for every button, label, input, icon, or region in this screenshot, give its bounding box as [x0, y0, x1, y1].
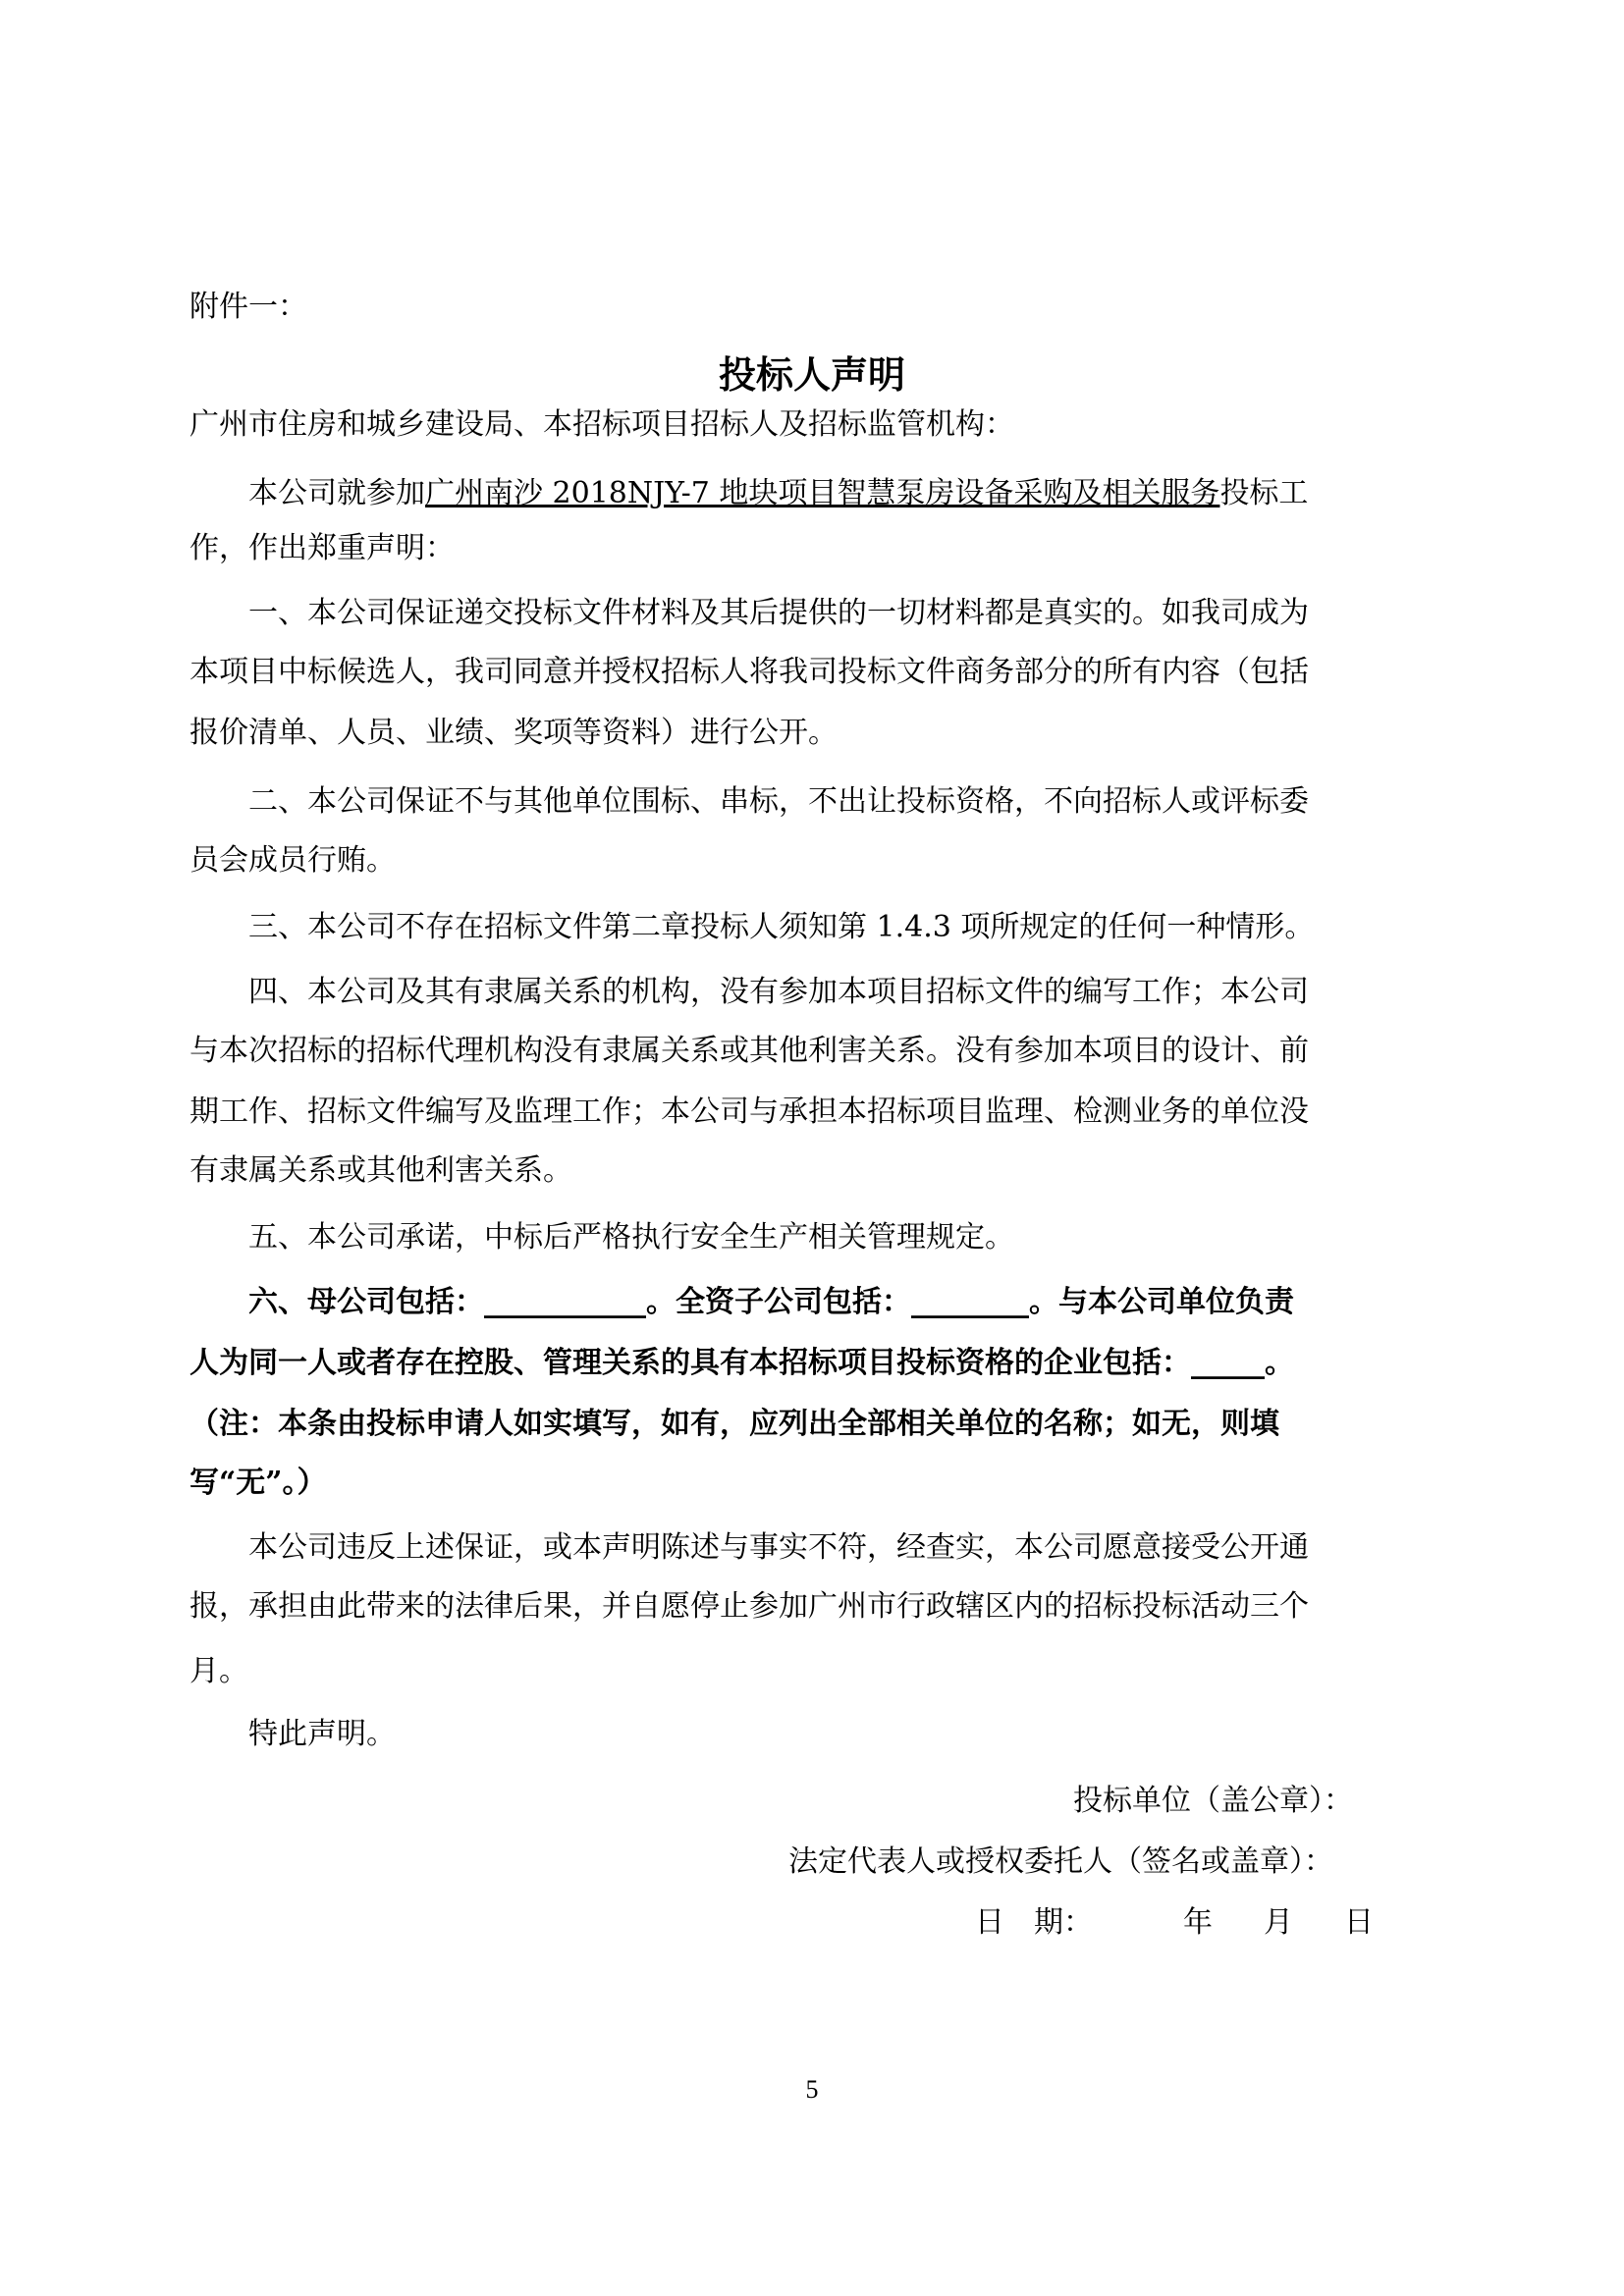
clause5-line: 五、本公司承诺，中标后严格执行安全生产相关管理规定。: [248, 1220, 1014, 1255]
representative-signature-label: 法定代表人或授权委托人（签名或盖章）：: [788, 1844, 1333, 1879]
clause4-line: 有隶属关系或其他利害关系。: [189, 1153, 572, 1188]
clause1-line: 一、本公司保证递交投标文件材料及其后提供的一切材料都是真实的。如我司成为: [248, 596, 1309, 630]
attachment-label: 附件一：: [189, 290, 307, 324]
intro-prefix: 本公司就参加: [248, 476, 425, 510]
clause4-line: 与本次招标的招标代理机构没有隶属关系或其他利害关系。没有参加本项目的设计、前: [189, 1034, 1309, 1068]
intro-line-1: [248, 474, 1308, 513]
breach-line: 本公司违反上述保证，或本声明陈述与事实不符，经查实，本公司愿意接受公开通: [248, 1530, 1309, 1565]
closing-statement: 特此声明。: [248, 1717, 396, 1751]
date-day: 日: [1344, 1905, 1374, 1940]
clause6-line: 人为同一人或者存在控股、管理关系的具有本招标项目投标资格的企业包括：_____。: [189, 1346, 1294, 1380]
clause4-line: 四、本公司及其有隶属关系的机构，没有参加本项目招标文件的编写工作；本公司: [248, 975, 1309, 1009]
addressee: 广州市住房和城乡建设局、本招标项目招标人及招标监管机构：: [189, 407, 1014, 442]
clause6-line: 六、母公司包括：___________。全资子公司包括：________。与本公司单位负责: [248, 1285, 1294, 1319]
document-title: 投标人声明: [718, 353, 905, 397]
breach-line: 报，承担由此带来的法律后果，并自愿停止参加广州市行政辖区内的招标投标活动三个: [189, 1589, 1309, 1624]
clause4-line: 期工作、招标文件编写及监理工作；本公司与承担本招标项目监理、检测业务的单位没: [189, 1095, 1309, 1129]
date-label: 日 期：: [975, 1905, 1093, 1940]
date-month: 月: [1264, 1905, 1293, 1940]
bidder-seal-label: 投标单位（盖公章）：: [1073, 1784, 1353, 1818]
clause2-line: 员会成员行贿。: [189, 843, 396, 878]
intro-line-2: 作，作出郑重声明：: [189, 531, 455, 565]
clause6-note-line: 写“无”。）: [189, 1466, 327, 1500]
page-number: 5: [805, 2075, 819, 2104]
clause2-line: 二、本公司保证不与其他单位围标、串标，不出让投标资格，不向招标人或评标委: [248, 784, 1309, 819]
clause3-line: 三、本公司不存在招标文件第二章投标人须知第 1.4.3 项所规定的任何一种情形。: [248, 910, 1315, 944]
intro-suffix: 投标工: [1219, 476, 1309, 510]
clause1-line: 本项目中标候选人，我司同意并授权招标人将我司投标文件商务部分的所有内容（包括: [189, 655, 1309, 689]
project-name: 广州南沙 2018NJY-7 地块项目智慧泵房设备采购及相关服务: [425, 476, 1220, 510]
clause6-note-line: （注：本条由投标申请人如实填写，如有，应列出全部相关单位的名称；如无，则填: [189, 1407, 1279, 1441]
clause1-line: 报价清单、人员、业绩、奖项等资料）进行公开。: [189, 716, 838, 750]
breach-line: 月。: [189, 1654, 248, 1688]
date-year: 年: [1183, 1905, 1213, 1940]
